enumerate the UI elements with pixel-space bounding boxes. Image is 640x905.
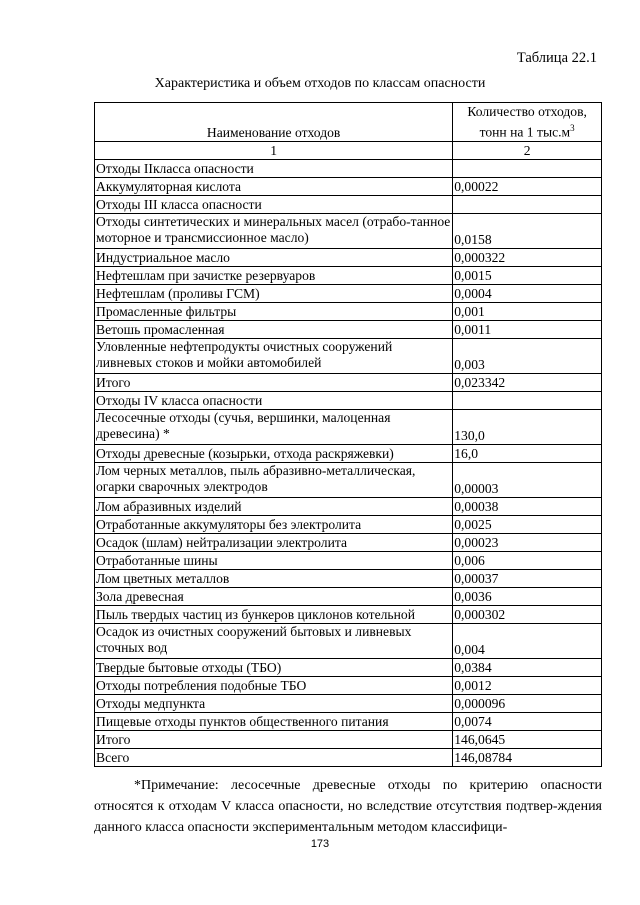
- waste-name-cell: Отходы медпункта: [95, 695, 453, 713]
- table-row: [95, 498, 602, 516]
- waste-name-cell: Лесосечные отходы (сучья, вершинки, малоценная древесина) *: [95, 410, 453, 445]
- table-row: [95, 339, 602, 374]
- waste-amount-cell: [453, 392, 602, 410]
- table-row: [95, 570, 602, 588]
- table-row: [95, 410, 602, 445]
- waste-amount-cell: 0,0074: [453, 713, 602, 731]
- waste-amount-cell: 0,0036: [453, 588, 602, 606]
- waste-name-cell: Аккумуляторная кислота: [95, 178, 453, 196]
- waste-name-cell: Итого: [95, 374, 453, 392]
- waste-amount-cell: 146,0645: [453, 731, 602, 749]
- waste-amount-cell: 0,000302: [453, 606, 602, 624]
- waste-amount-cell: 0,0011: [453, 321, 602, 339]
- waste-amount-cell: 0,004: [453, 624, 602, 659]
- waste-amount-cell: [453, 196, 602, 214]
- header-amount-line1: Количество отходов,: [467, 104, 587, 120]
- waste-name-cell: Индустриальное масло: [95, 249, 453, 267]
- waste-name-cell: Нефтешлам при зачистке резервуаров: [95, 267, 453, 285]
- waste-name-cell: Отходы потребления подобные ТБО: [95, 677, 453, 695]
- table-row: [95, 713, 602, 731]
- waste-name-cell: Отходы синтетических и минеральных масел (отрабо-танное моторное и трансмиссионное масло): [95, 214, 453, 249]
- waste-amount-cell: 0,001: [453, 303, 602, 321]
- waste-name-cell: Отходы древесные (козырьки, отхода раскряжевки): [95, 445, 453, 463]
- waste-amount-cell: 0,0158: [453, 214, 602, 249]
- waste-name-cell: Промасленные фильтры: [95, 303, 453, 321]
- waste-amount-cell: 0,006: [453, 552, 602, 570]
- waste-name-cell: Зола древесная: [95, 588, 453, 606]
- waste-name-cell: Отработанные аккумуляторы без электролита: [95, 516, 453, 534]
- waste-amount-cell: 0,00023: [453, 534, 602, 552]
- waste-amount-cell: 0,00037: [453, 570, 602, 588]
- table-row: [95, 392, 602, 410]
- waste-name-cell: Отходы IIкласса опасности: [95, 160, 453, 178]
- waste-name-cell: Пыль твердых частиц из бункеров циклонов котельной: [95, 606, 453, 624]
- waste-name-cell: Лом абразивных изделий: [95, 498, 453, 516]
- table-header-row: [95, 103, 602, 142]
- footnote: [94, 775, 602, 838]
- table-row: [95, 695, 602, 713]
- waste-amount-cell: 0,0015: [453, 267, 602, 285]
- waste-amount-cell: 0,023342: [453, 374, 602, 392]
- table-row: [95, 659, 602, 677]
- waste-amount-cell: 16,0: [453, 445, 602, 463]
- footnote-text: *Примечание: лесосечные древесные отходы по критерию опасности относятся к отходам V класса опасности, но вследствие отсутствия подтвер-ждения данного класса опасности экспериментальным методом классифици-: [94, 778, 602, 835]
- waste-amount-cell: 0,00022: [453, 178, 602, 196]
- table-row: [95, 214, 602, 249]
- waste-amount-cell: 0,0012: [453, 677, 602, 695]
- table-row: [95, 677, 602, 695]
- table-row: [95, 445, 602, 463]
- waste-amount-cell: 0,00038: [453, 498, 602, 516]
- waste-amount-cell: 0,003: [453, 339, 602, 374]
- table-row: [95, 249, 602, 267]
- waste-name-cell: Отработанные шины: [95, 552, 453, 570]
- waste-name-cell: Твердые бытовые отходы (ТБО): [95, 659, 453, 677]
- table-row: [95, 552, 602, 570]
- waste-amount-cell: 0,000096: [453, 695, 602, 713]
- waste-amount-cell: 0,0004: [453, 285, 602, 303]
- table-row: [95, 516, 602, 534]
- waste-name-cell: Итого: [95, 731, 453, 749]
- waste-amount-cell: 0,0384: [453, 659, 602, 677]
- waste-name-cell: Отходы IV класса опасности: [95, 392, 453, 410]
- header-waste-amount: [453, 103, 602, 142]
- table-title: Характеристика и объем отходов по классам опасности: [154, 76, 486, 91]
- page-number: 173: [310, 838, 330, 850]
- table-row: [95, 606, 602, 624]
- column-number: 1: [95, 142, 453, 160]
- table-row: [95, 463, 602, 498]
- table-row: [95, 534, 602, 552]
- waste-name-cell: Отходы III класса опасности: [95, 196, 453, 214]
- waste-amount-cell: 0,0025: [453, 516, 602, 534]
- waste-name-cell: Нефтешлам (проливы ГСМ): [95, 285, 453, 303]
- table-row: [95, 731, 602, 749]
- column-number: 2: [453, 142, 602, 160]
- table-number: Таблица 22.1: [516, 50, 597, 66]
- table-row: [95, 285, 602, 303]
- waste-name-cell: Пищевые отходы пунктов общественного питания: [95, 713, 453, 731]
- column-number-row: [95, 142, 602, 160]
- waste-table: [94, 102, 602, 767]
- header-waste-name: Наименование отходов: [95, 103, 453, 142]
- table-row: [95, 178, 602, 196]
- waste-name-cell: Осадок из очистных сооружений бытовых и ливневых сточных вод: [95, 624, 453, 659]
- waste-amount-cell: 146,08784: [453, 749, 602, 767]
- table-row: [95, 321, 602, 339]
- waste-name-cell: Ветошь промасленная: [95, 321, 453, 339]
- table-row: [95, 160, 602, 178]
- header-amount-line2: тонн на 1 тыс.м: [479, 125, 571, 140]
- waste-amount-cell: 0,000322: [453, 249, 602, 267]
- waste-name-cell: Лом цветных металлов: [95, 570, 453, 588]
- table-row: [95, 374, 602, 392]
- waste-name-cell: Осадок (шлам) нейтрализации электролита: [95, 534, 453, 552]
- table-row: [95, 303, 602, 321]
- waste-amount-cell: [453, 160, 602, 178]
- table-row: [95, 196, 602, 214]
- header-amount-sup: 3: [570, 123, 575, 134]
- waste-name-cell: Лом черных металлов, пыль абразивно-металлическая, огарки сварочных электродов: [95, 463, 453, 498]
- table-body: [95, 160, 602, 767]
- waste-name-cell: Уловленные нефтепродукты очистных сооружений ливневых стоков и мойки автомобилей: [95, 339, 453, 374]
- table-row: [95, 749, 602, 767]
- table-row: [95, 267, 602, 285]
- table-row: [95, 624, 602, 659]
- waste-amount-cell: 130,0: [453, 410, 602, 445]
- table-row: [95, 588, 602, 606]
- waste-name-cell: Всего: [95, 749, 453, 767]
- waste-amount-cell: 0,00003: [453, 463, 602, 498]
